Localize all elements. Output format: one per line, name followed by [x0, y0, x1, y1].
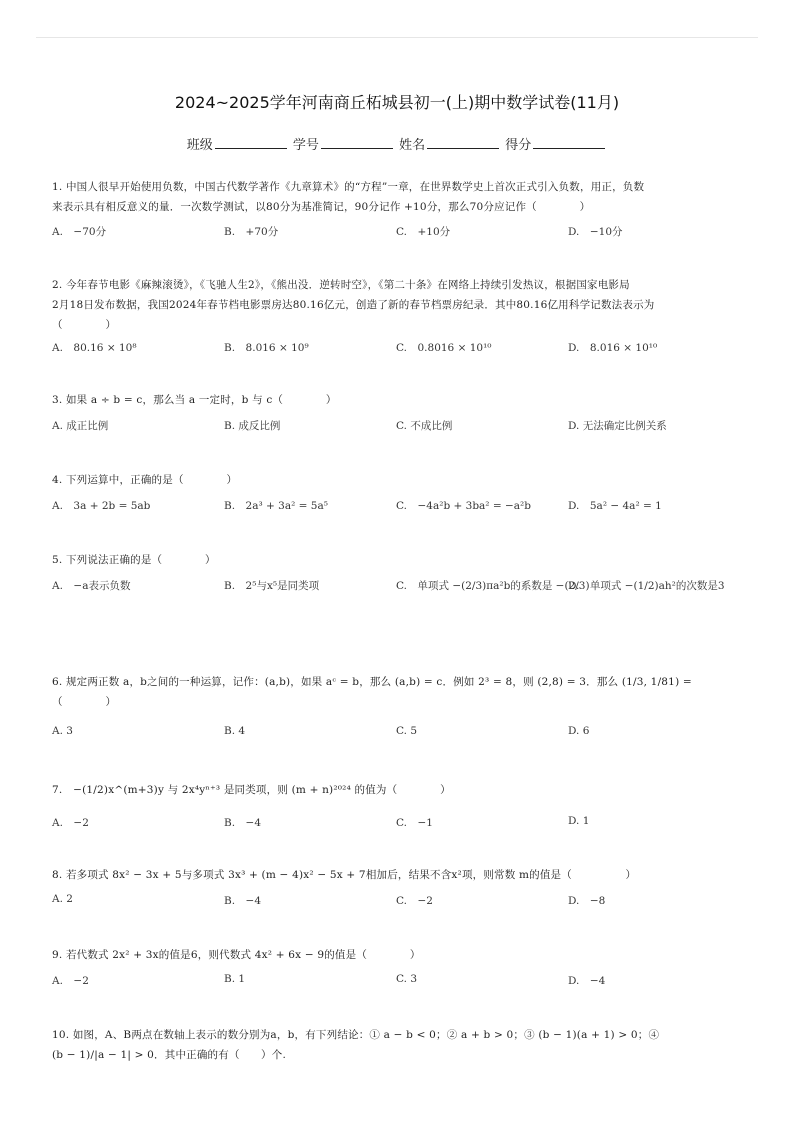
option-c[interactable]: C. −1	[396, 817, 433, 829]
student-id-blank[interactable]	[321, 136, 393, 149]
option-d[interactable]: D. 1	[568, 815, 590, 827]
question-9	[52, 945, 742, 965]
option-b[interactable]: B. 2a³ + 3a² = 5a⁵	[224, 500, 328, 512]
option-c[interactable]: C. −2	[396, 895, 433, 907]
name-label: 姓名	[399, 138, 426, 153]
option-a[interactable]: A. −2	[52, 817, 89, 829]
option-d[interactable]: D. 5a² − 4a² = 1	[568, 500, 662, 512]
option-c[interactable]: C. 0.8016 × 10¹⁰	[396, 342, 492, 354]
question-1	[52, 177, 742, 217]
question-2-line-2: 2月18日发布数据，我国2024年春节档电影票房达80.16亿元，创造了新的春节档票房纪录．其中80.16亿用科学记数法表示为	[52, 299, 655, 311]
option-a[interactable]: A. 3	[52, 725, 73, 737]
option-a[interactable]: A. −70分	[52, 226, 107, 238]
option-a[interactable]: A. 80.16 × 10⁸	[52, 342, 137, 354]
question-6	[52, 672, 742, 712]
option-c[interactable]: C. −4a²b + 3ba² = −a²b	[396, 500, 531, 512]
question-7-line-1: 7. −(1/2)x^(m+3)y 与 2x⁴yⁿ⁺³ 是同类项，则 (m + n)²⁰²⁴ 的值为（ ）	[52, 784, 451, 796]
question-9-line-1: 9. 若代数式 2x² + 3x的值是6，则代数式 4x² + 6x − 9的值是（ ）	[52, 949, 421, 961]
option-b[interactable]: B. 成反比例	[224, 420, 281, 432]
question-10	[52, 1025, 742, 1065]
question-4	[52, 470, 742, 490]
class-label: 班级	[186, 138, 213, 153]
option-c[interactable]: C. 3	[396, 973, 418, 985]
option-b[interactable]: B. −4	[224, 895, 262, 907]
option-c[interactable]: C. +10分	[396, 226, 451, 238]
question-8	[52, 865, 742, 885]
option-d[interactable]: D. 单项式 −(1/2)ah²的次数是3	[568, 580, 725, 592]
option-d[interactable]: D. 6	[568, 725, 590, 737]
score-blank[interactable]	[533, 136, 605, 149]
option-b[interactable]: B. 1	[224, 973, 246, 985]
question-3-line-1: 3. 如果 a ÷ b = c，那么当 a 一定时，b 与 c（ ）	[52, 394, 337, 406]
page-title: 2024~2025学年河南商丘柘城县初一(上)期中数学试卷(11月)	[174, 93, 620, 112]
option-a[interactable]: A. −2	[52, 975, 89, 987]
option-a[interactable]: A. 成正比例	[52, 420, 109, 432]
option-b[interactable]: B. 2⁵与x⁵是同类项	[224, 580, 320, 592]
question-8-line-1: 8. 若多项式 8x² − 3x + 5与多项式 3x³ + (m − 4)x² − 5x + 7相加后，结果不含x²项，则常数 m的值是（ ）	[52, 869, 637, 881]
page-top-rule	[36, 37, 758, 38]
student-info-line	[0, 134, 794, 153]
option-c[interactable]: C. 不成比例	[396, 420, 453, 432]
option-b[interactable]: B. −4	[224, 817, 262, 829]
option-d[interactable]: D. −8	[568, 895, 606, 907]
question-6-line-1: 6. 规定两正数 a，b之间的一种运算，记作：(a,b)，如果 aᶜ = b，那么 (a,b) = c．例如 2³ = 8，则 (2,8) = 3．那么 (1/3, 1/81) =	[52, 676, 692, 688]
option-b[interactable]: B. 8.016 × 10⁹	[224, 342, 309, 354]
question-3	[52, 390, 742, 410]
student-id-label: 学号	[292, 138, 319, 153]
question-1-line-2: 来表示具有相反意义的量．一次数学测试，以80分为基准简记，90分记作 +10分，那么70分应记作（ ）	[52, 201, 591, 213]
option-a[interactable]: A. 2	[52, 893, 73, 905]
option-d[interactable]: D. 8.016 × 10¹⁰	[568, 342, 658, 354]
option-a[interactable]: A. 3a + 2b = 5ab	[52, 500, 151, 512]
class-blank[interactable]	[215, 136, 287, 149]
option-d[interactable]: D. 无法确定比例关系	[568, 420, 667, 432]
question-10-line-1: 10. 如图，A、B两点在数轴上表示的数分别为a，b，有下列结论：① a − b < 0；② a + b > 0；③ (b − 1)(a + 1) > 0；④	[52, 1029, 660, 1041]
name-blank[interactable]	[427, 136, 499, 149]
question-5-line-1: 5. 下列说法正确的是（ ）	[52, 554, 216, 566]
question-10-line-2: (b − 1)/|a − 1| > 0．其中正确的有（ ）个.	[52, 1049, 286, 1061]
option-a[interactable]: A. −a表示负数	[52, 580, 131, 592]
option-b[interactable]: B. +70分	[224, 226, 279, 238]
option-c[interactable]: C. 5	[396, 725, 418, 737]
question-5	[52, 550, 742, 570]
question-2-line-1: 2. 今年春节电影《麻辣滚烫》，《飞驰人生2》，《熊出没．逆转时空》，《第二十条》在网络上持续引发热议，根据国家电影局	[52, 279, 630, 291]
option-d[interactable]: D. −10分	[568, 226, 623, 238]
question-2-line-3: （ ）	[52, 319, 117, 331]
option-b[interactable]: B. 4	[224, 725, 246, 737]
question-6-line-2: （ ）	[52, 696, 117, 708]
question-2	[52, 275, 742, 335]
option-c[interactable]: C. 单项式 −(2/3)πa²b的系数是 −(2/3)	[396, 580, 590, 592]
question-1-line-1: 1. 中国人很早开始使用负数，中国古代数学著作《九章算术》的“方程”一章，在世界数学史上首次正式引入负数，用正，负数	[52, 181, 645, 193]
option-d[interactable]: D. −4	[568, 975, 606, 987]
score-label: 得分	[505, 138, 532, 153]
question-4-line-1: 4. 下列运算中，正确的是（ ）	[52, 474, 238, 486]
question-7	[52, 780, 742, 800]
